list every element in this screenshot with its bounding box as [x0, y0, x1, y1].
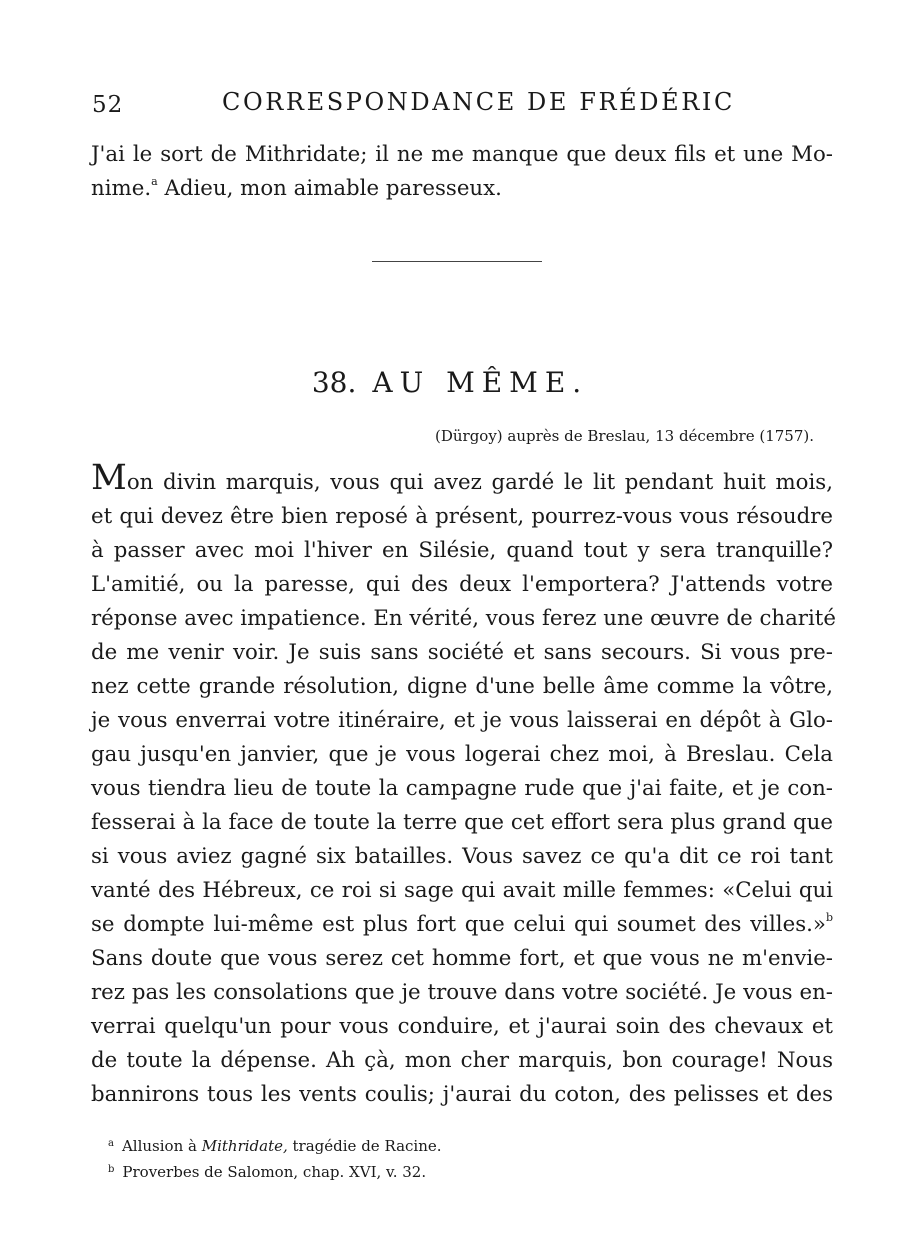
drop-cap: M: [91, 458, 127, 498]
text-line: [91, 458, 833, 500]
footnote-ref-a: a: [151, 175, 158, 188]
dateline: (Dürgoy) auprès de Breslau, 13 décembre (1757).: [434, 427, 814, 445]
text-line: réponse avec impatience. En vérité, vous ferez une œuvre de charité: [91, 606, 836, 631]
footnote-text: tragédie de Racine.: [287, 1137, 442, 1155]
footnote-mark: b: [108, 1164, 115, 1175]
footnote-text: Proverbes de Salomon, chap. XVI, v. 32.: [122, 1163, 427, 1181]
running-title: CORRESPONDANCE DE FRÉDÉRIC: [222, 88, 735, 116]
text-line: je vous enverrai votre itinéraire, et je vous laisserai en dépôt à Glo-: [91, 708, 833, 733]
text-fragment: se dompte lui-même est plus fort que celui qui soumet des villes.»: [91, 912, 826, 937]
section-divider: [372, 261, 542, 262]
letter-body: [91, 458, 836, 1112]
text-fragment: nime.: [91, 176, 152, 201]
text-line: bannirons tous les vents coulis; j'aurai du coton, des pelisses et des: [91, 1082, 833, 1107]
text-line: si vous aviez gagné six batailles. Vous savez ce qu'a dit ce roi tant: [91, 844, 833, 869]
footnote-a: [108, 1132, 442, 1158]
footnote-italic: Mithridate,: [201, 1137, 288, 1155]
page-number: 52: [92, 92, 124, 118]
text-line: gau jusqu'en janvier, que je vous logerai chez moi, à Breslau. Cela: [91, 742, 833, 767]
letter-number: 38.: [311, 366, 357, 399]
text-line: et qui devez être bien reposé à présent, pourrez-vous vous résoudre: [91, 504, 833, 529]
text-line: nez cette grande résolution, digne d'une belle âme comme la vôtre,: [91, 674, 833, 699]
text-fragment: on divin marquis, vous qui avez gardé le lit pendant huit mois,: [126, 470, 833, 495]
text-line: à passer avec moi l'hiver en Silésie, quand tout y sera tranquille?: [91, 538, 833, 563]
footnote-text: Allusion à: [121, 1137, 202, 1155]
footnote-mark: a: [108, 1138, 114, 1149]
footnotes: [108, 1132, 442, 1184]
text-line: verrai quelqu'un pour vous conduire, et j'aurai soin des chevaux et: [91, 1014, 833, 1039]
footnote-ref-b: b: [825, 911, 833, 924]
text-line: Sans doute que vous serez cet homme fort, et que vous ne m'envie-: [91, 946, 833, 971]
letter-heading: [0, 366, 900, 399]
text-fragment: Adieu, mon aimable paresseux.: [164, 176, 502, 201]
text-line: de me venir voir. Je suis sans société et sans secours. Si vous pre-: [91, 640, 833, 665]
text-line: L'amitié, ou la paresse, qui des deux l'emportera? J'attends votre: [91, 572, 833, 597]
footnote-b: [108, 1158, 442, 1184]
text-line: de toute la dépense. Ah çà, mon cher marquis, bon courage! Nous: [91, 1048, 833, 1073]
text-line: vous tiendra lieu de toute la campagne rude que j'ai faite, et je con-: [91, 776, 833, 801]
text-line: [91, 908, 833, 942]
text-line: vanté des Hébreux, ce roi si sage qui avait mille femmes: «Celui qui: [91, 878, 833, 903]
text-line: [91, 172, 833, 206]
letter-title: AU MÊME.: [372, 366, 589, 399]
text-line: fesserai à la face de toute la terre que cet effort sera plus grand que: [91, 810, 833, 835]
continuation-paragraph: [91, 138, 833, 206]
text-line: rez pas les consolations que je trouve dans votre société. Je vous en-: [91, 980, 833, 1005]
text-line: J'ai le sort de Mithridate; il ne me manque que deux fils et une Mo-: [91, 142, 833, 167]
